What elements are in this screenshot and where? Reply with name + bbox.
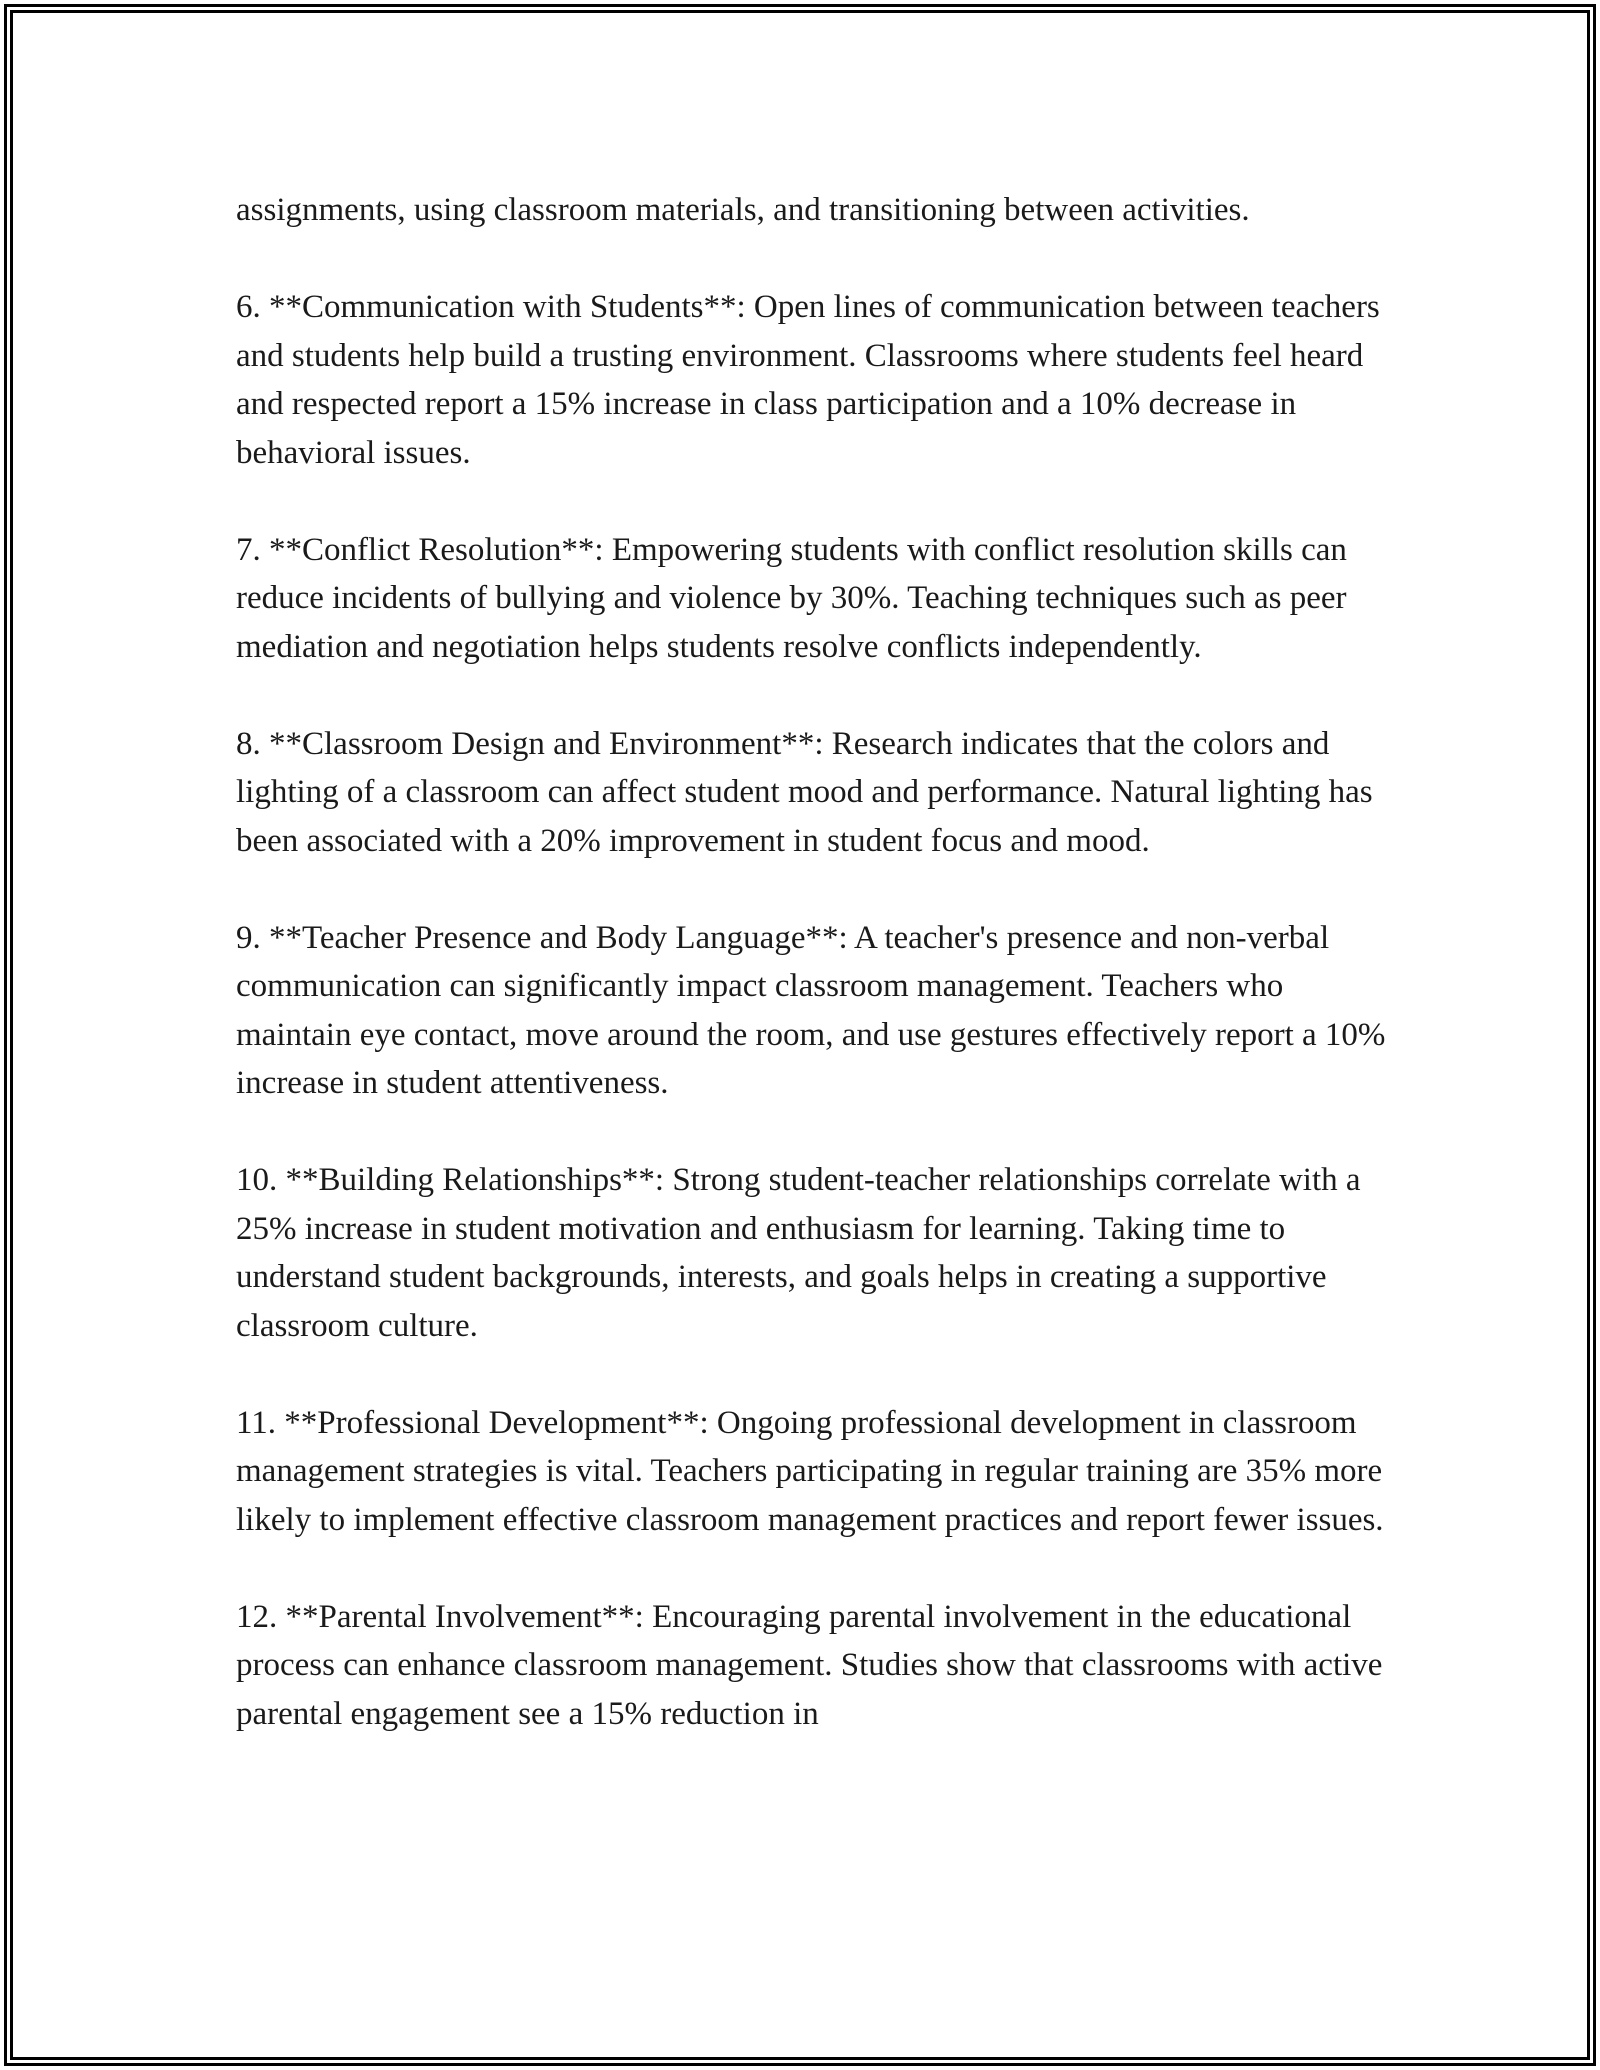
paragraph-item-9: 9. **Teacher Presence and Body Language**: A teacher's presence and non-verbal communication can significantly impact classroom management. Teachers who maintain eye contact, move around the room, and use gestures effectively report a 10% increase in student attentiveness. bbox=[236, 919, 1386, 1101]
paragraph-item-7: 7. **Conflict Resolution**: Empowering students with conflict resolution skills can reduce incidents of bullying and violence by 30%. Teaching techniques such as peer mediation and negotiation helps students resolve conflicts independently. bbox=[236, 531, 1347, 665]
paragraph-continuation: assignments, using classroom materials, and transitioning between activities. bbox=[236, 192, 1250, 228]
paragraph-item-6: 6. **Communication with Students**: Open lines of communication between teachers and students help build a trusting environment. Classrooms where students feel heard and respected report a 15% increase in class participation and a 10% decrease in behavioral issues. bbox=[236, 289, 1380, 471]
paragraph-item-10: 10. **Building Relationships**: Strong student-teacher relationships correlate with a 25% increase in student motivation and enthusiasm for learning. Taking time to understand student backgrounds, interests, and goals helps in creating a supportive classroom culture. bbox=[236, 1162, 1361, 1344]
document-body bbox=[236, 186, 1386, 1738]
paragraph-item-8: 8. **Classroom Design and Environment**: Research indicates that the colors and lighting of a classroom can affect student mood and performance. Natural lighting has been associated with a 20% improvement in student focus and mood. bbox=[236, 725, 1373, 859]
paragraph-item-11: 11. **Professional Development**: Ongoing professional development in classroom management strategies is vital. Teachers participating in regular training are 35% more likely to implement effective classroom management practices and report fewer issues. bbox=[236, 1404, 1384, 1538]
paragraph-item-12: 12. **Parental Involvement**: Encouraging parental involvement in the educational process can enhance classroom management. Studies show that classrooms with active parental engagement see a 15% reduction in bbox=[236, 1598, 1383, 1732]
